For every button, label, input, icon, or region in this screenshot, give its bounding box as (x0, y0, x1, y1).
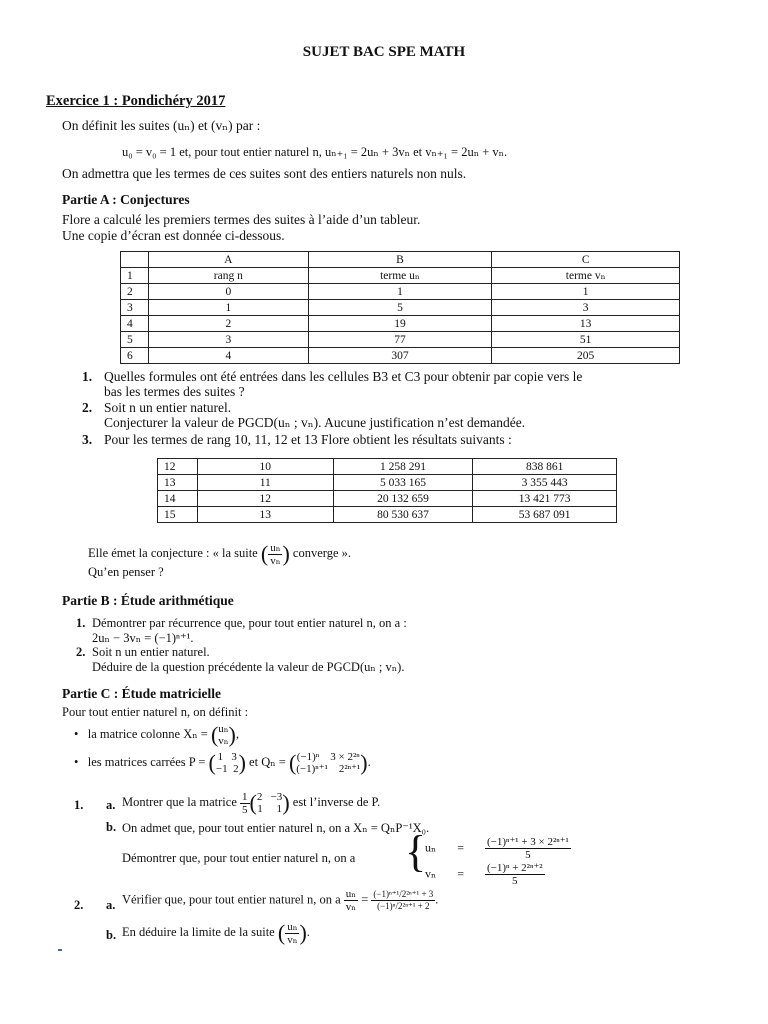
table-cell: 3 (492, 300, 680, 316)
table-cell: 13 421 773 (473, 491, 617, 507)
matrix-entry: 2 (233, 763, 239, 775)
matrix-entry: 3 (231, 751, 237, 763)
table-row (158, 507, 617, 523)
table-cell: 1 (492, 284, 680, 300)
matrix-row (257, 803, 282, 815)
sys-u-label: uₙ (425, 840, 437, 855)
ratio-fraction (268, 542, 282, 567)
q2b-fraction (285, 921, 299, 946)
paren-close: ) (228, 722, 236, 747)
matrix-row (296, 751, 360, 763)
table-cell: 5 (308, 300, 492, 316)
partA-q1-number: 1. (82, 369, 93, 384)
matrix-Q (296, 751, 360, 775)
partC-q2b-line (122, 920, 310, 946)
fraction-denominator: 5 (242, 803, 248, 816)
punctuation: , (235, 726, 239, 741)
fraction-numerator: (−1)ⁿ⁺¹/2²ⁿ⁺¹ + 3 (373, 889, 434, 899)
partC-q1b-label: b. (106, 820, 117, 834)
table-cell: 1 (121, 268, 149, 284)
system-row-u (425, 836, 571, 861)
conjecture-text-pre: Elle émet la conjecture : « la suite (88, 545, 258, 560)
sys-equals: = (457, 866, 464, 881)
table-cell: 5 (121, 332, 149, 348)
table-cell: 13 (158, 475, 198, 491)
spreadsheet-table (120, 251, 680, 364)
partC-q1b-line-1: On admet que, pour tout entier naturel n, on a Xₙ = QₙP⁻¹X₀. (122, 821, 430, 835)
fraction-numerator: uₙ (287, 920, 298, 933)
matrix-entry: 2 (256, 791, 263, 803)
partC-q1-number: 1. (74, 798, 84, 812)
table-row (121, 332, 680, 348)
partC-q1b-line-2: Démontrer que, pour tout entier naturel n, on a (122, 851, 356, 865)
bullet-dot: • (74, 726, 79, 741)
matrix-inverse (257, 791, 282, 815)
fraction-numerator: uₙ (345, 888, 357, 900)
fraction-denominator: vₙ (287, 933, 298, 946)
table-cell: 13 (492, 316, 680, 332)
table-cell: B (308, 252, 492, 268)
table-cell: 838 861 (473, 459, 617, 475)
matrix-X (218, 723, 228, 747)
partA-q3-number: 3. (82, 432, 93, 447)
sys-v-label: vₙ (425, 866, 437, 881)
table-cell: 4 (148, 348, 308, 364)
paren-open: ( (277, 920, 286, 945)
bullet-1-text: la matrice colonne Xₙ = (87, 726, 208, 741)
partA-q2-line-1: Soit n un entier naturel. (104, 400, 232, 415)
matrix-row (296, 763, 360, 775)
paren-close: ) (360, 750, 368, 775)
table-cell: 3 (148, 332, 308, 348)
fraction-numerator: (−1)ⁿ + 2²ⁿ⁺² (486, 862, 543, 874)
conjecture-question: Qu’en penser ? (88, 565, 164, 579)
page-title: SUJET BAC SPE MATH (302, 44, 466, 60)
paren-close: ) (299, 920, 307, 945)
page-mark (58, 949, 62, 951)
table-row (121, 268, 680, 284)
partB-q1-line-1: Démontrer par récurrence que, pour tout entier naturel n, on a : (92, 616, 407, 630)
fraction-denominator: vₙ (345, 901, 357, 913)
table-cell: 3 355 443 (473, 475, 617, 491)
partA-q1-line-1: Quelles formules ont été entrées dans les cellules B3 et C3 pour obtenir par copie vers le (104, 369, 583, 384)
matrix-entry: −1 (215, 763, 228, 775)
q2b-text: En déduire la limite de la suite (122, 924, 275, 939)
table-row (158, 459, 617, 475)
q1a-text: Montrer que la matrice (122, 794, 237, 809)
table-cell: 53 687 091 (473, 507, 617, 523)
table-cell: 3 (121, 300, 149, 316)
partB-heading: Partie B : Étude arithmétique (62, 593, 234, 608)
system-brace: { (405, 827, 427, 876)
table-cell: 2 (148, 316, 308, 332)
table-cell: 11 (197, 475, 333, 491)
table-cell: 6 (121, 348, 149, 364)
exercise-heading: Exercice 1 : Pondichéry 2017 (46, 93, 226, 109)
partB-q2-number: 2. (76, 645, 86, 659)
partB-q1-number: 1. (76, 616, 86, 630)
table-cell: 19 (308, 316, 492, 332)
table-cell: 5 033 165 (333, 475, 473, 491)
table-cell: 307 (308, 348, 492, 364)
partA-q2-number: 2. (82, 400, 93, 415)
fraction-numerator: (−1)ⁿ⁺¹ + 3 × 2²ⁿ⁺¹ (486, 836, 569, 848)
matrix-entry: 1 (276, 803, 282, 815)
conjecture-line (88, 541, 351, 567)
bullet-2-text: les matrices carrées P = (87, 754, 206, 769)
table-cell: 4 (121, 316, 149, 332)
punctuation: . (306, 924, 310, 939)
q2a-text: Vérifier que, pour tout entier naturel n, on a (122, 892, 341, 907)
paren-open: ( (288, 750, 297, 775)
partB-q1-line-2: 2uₙ − 3vₙ = (−1)ⁿ⁺¹. (92, 631, 194, 645)
table-row (158, 491, 617, 507)
q1a-text-post: est l’inverse de P. (292, 794, 381, 809)
fraction-denominator: (−1)ⁿ/2²ⁿ⁺¹ + 2 (377, 901, 430, 911)
table-row (121, 300, 680, 316)
table-row (121, 316, 680, 332)
matrix-entry: uₙ (218, 723, 229, 735)
partA-line-2: Une copie d’écran est donnée ci-dessous. (62, 228, 285, 243)
paren-close: ) (282, 790, 290, 815)
partA-q2-line-2: Conjecturer la valeur de PGCD(uₙ ; vₙ). Aucune justification n’est demandée. (104, 415, 526, 430)
matrix-entry: 1 (257, 803, 263, 815)
bullet-dot: • (74, 754, 79, 769)
table-cell: rang n (148, 268, 308, 284)
table-cell: 20 132 659 (333, 491, 473, 507)
sys-u-fraction (485, 836, 571, 861)
table-cell: 12 (197, 491, 333, 507)
table-cell: 10 (197, 459, 333, 475)
ratio-numerator: uₙ (270, 541, 281, 554)
partC-q2b-label: b. (106, 928, 117, 942)
paren-close: ) (282, 541, 290, 566)
paren-open: ( (249, 790, 257, 815)
matrix-row (216, 751, 239, 763)
q2a-rhs-fraction (371, 889, 435, 912)
matrix-entry: vₙ (218, 735, 229, 747)
paren-open: ( (260, 541, 269, 566)
partC-intro: Pour tout entier naturel n, on définit : (62, 705, 249, 719)
table-cell: 12 (158, 459, 198, 475)
table-cell: 14 (158, 491, 198, 507)
sys-v-fraction (485, 862, 545, 887)
table-cell: C (492, 252, 680, 268)
partC-q2a-label: a. (106, 898, 116, 912)
matrix-entry: 2²ⁿ⁺¹ (338, 763, 361, 775)
matrix-entry: (−1)ⁿ (296, 751, 320, 763)
paren-open: ( (208, 750, 216, 775)
punctuation: . (367, 754, 371, 769)
sys-equals: = (457, 840, 464, 855)
matrix-entry: (−1)ⁿ⁺¹ (296, 763, 328, 775)
table-cell: 77 (308, 332, 492, 348)
partA-q3-line-1: Pour les termes de rang 10, 11, 12 et 13 Flore obtient les résultats suivants : (104, 432, 512, 447)
q2a-lhs-fraction (344, 888, 358, 913)
table-cell (121, 252, 149, 268)
table-cell: 51 (492, 332, 680, 348)
intro-line-2: u₀ = v₀ = 1 et, pour tout entier naturel n, uₙ₊₁ = 2uₙ + 3vₙ et vₙ₊₁ = 2uₙ + vₙ. (122, 145, 508, 159)
table-cell: 15 (158, 507, 198, 523)
partB-q2-line-1: Soit n un entier naturel. (92, 645, 210, 659)
bullet-2-mid: et Qₙ = (249, 754, 286, 769)
fraction-denominator: 5 (525, 849, 531, 861)
matrix-entry: −3 (270, 791, 283, 803)
partA-heading: Partie A : Conjectures (62, 192, 190, 207)
table-cell: 80 530 637 (333, 507, 473, 523)
table-cell: 205 (492, 348, 680, 364)
partC-q2-number: 2. (74, 898, 84, 912)
partC-heading: Partie C : Étude matricielle (62, 686, 221, 701)
partA-line-1: Flore a calculé les premiers termes des suites à l’aide d’un tableur. (62, 212, 421, 227)
table-cell: terme vₙ (492, 268, 680, 284)
ratio-denominator: vₙ (270, 554, 281, 567)
partC-q1a-line (122, 790, 380, 816)
partC-bullet-1 (74, 722, 239, 748)
table-row (121, 284, 680, 300)
table-cell: 2 (121, 284, 149, 300)
intro-line-1: On définit les suites (uₙ) et (vₙ) par : (62, 118, 261, 133)
table-row (158, 475, 617, 491)
table-cell: 13 (197, 507, 333, 523)
table-cell: 1 258 291 (333, 459, 473, 475)
one-fifth-fraction (240, 791, 250, 816)
table-row (121, 348, 680, 364)
partC-q1a-label: a. (106, 798, 116, 812)
matrix-entry: 1 (217, 751, 224, 763)
matrix-entry: 3 × 2²ⁿ (330, 751, 360, 763)
fraction-denominator: 5 (512, 875, 518, 887)
results-table (157, 458, 617, 523)
partA-q1-line-2: bas les termes des suites ? (104, 384, 245, 399)
intro-line-3: On admettra que les termes de ces suites sont des entiers naturels non nuls. (62, 166, 467, 181)
matrix-row (257, 791, 282, 803)
table-cell: 0 (148, 284, 308, 300)
paren-close: ) (238, 750, 246, 775)
table-header-row (121, 252, 680, 268)
fraction-numerator: 1 (242, 790, 248, 803)
table-cell: A (148, 252, 308, 268)
paren-open: ( (210, 722, 219, 747)
table-cell: 1 (308, 284, 492, 300)
matrix-P (216, 751, 239, 775)
table-cell: 1 (148, 300, 308, 316)
matrix-row (216, 763, 239, 775)
partC-bullet-2 (74, 750, 371, 776)
partB-q2-line-2: Déduire de la question précédente la valeur de PGCD(uₙ ; vₙ). (92, 660, 405, 674)
partC-q2a-line: Vérifier que, pour tout entier naturel n, on a $\frac{\text{uₙ}}{\text{vₙ}}$ = $\frac{\text{(−1)ⁿ⁺¹/2²ⁿ⁺¹ + 3}}{\text{(−1)ⁿ/2²ⁿ⁺¹ + 2}}$ . (122, 888, 439, 913)
system-row-v (425, 862, 545, 887)
table-cell: terme uₙ (308, 268, 492, 284)
conjecture-text-post: converge ». (292, 545, 351, 560)
